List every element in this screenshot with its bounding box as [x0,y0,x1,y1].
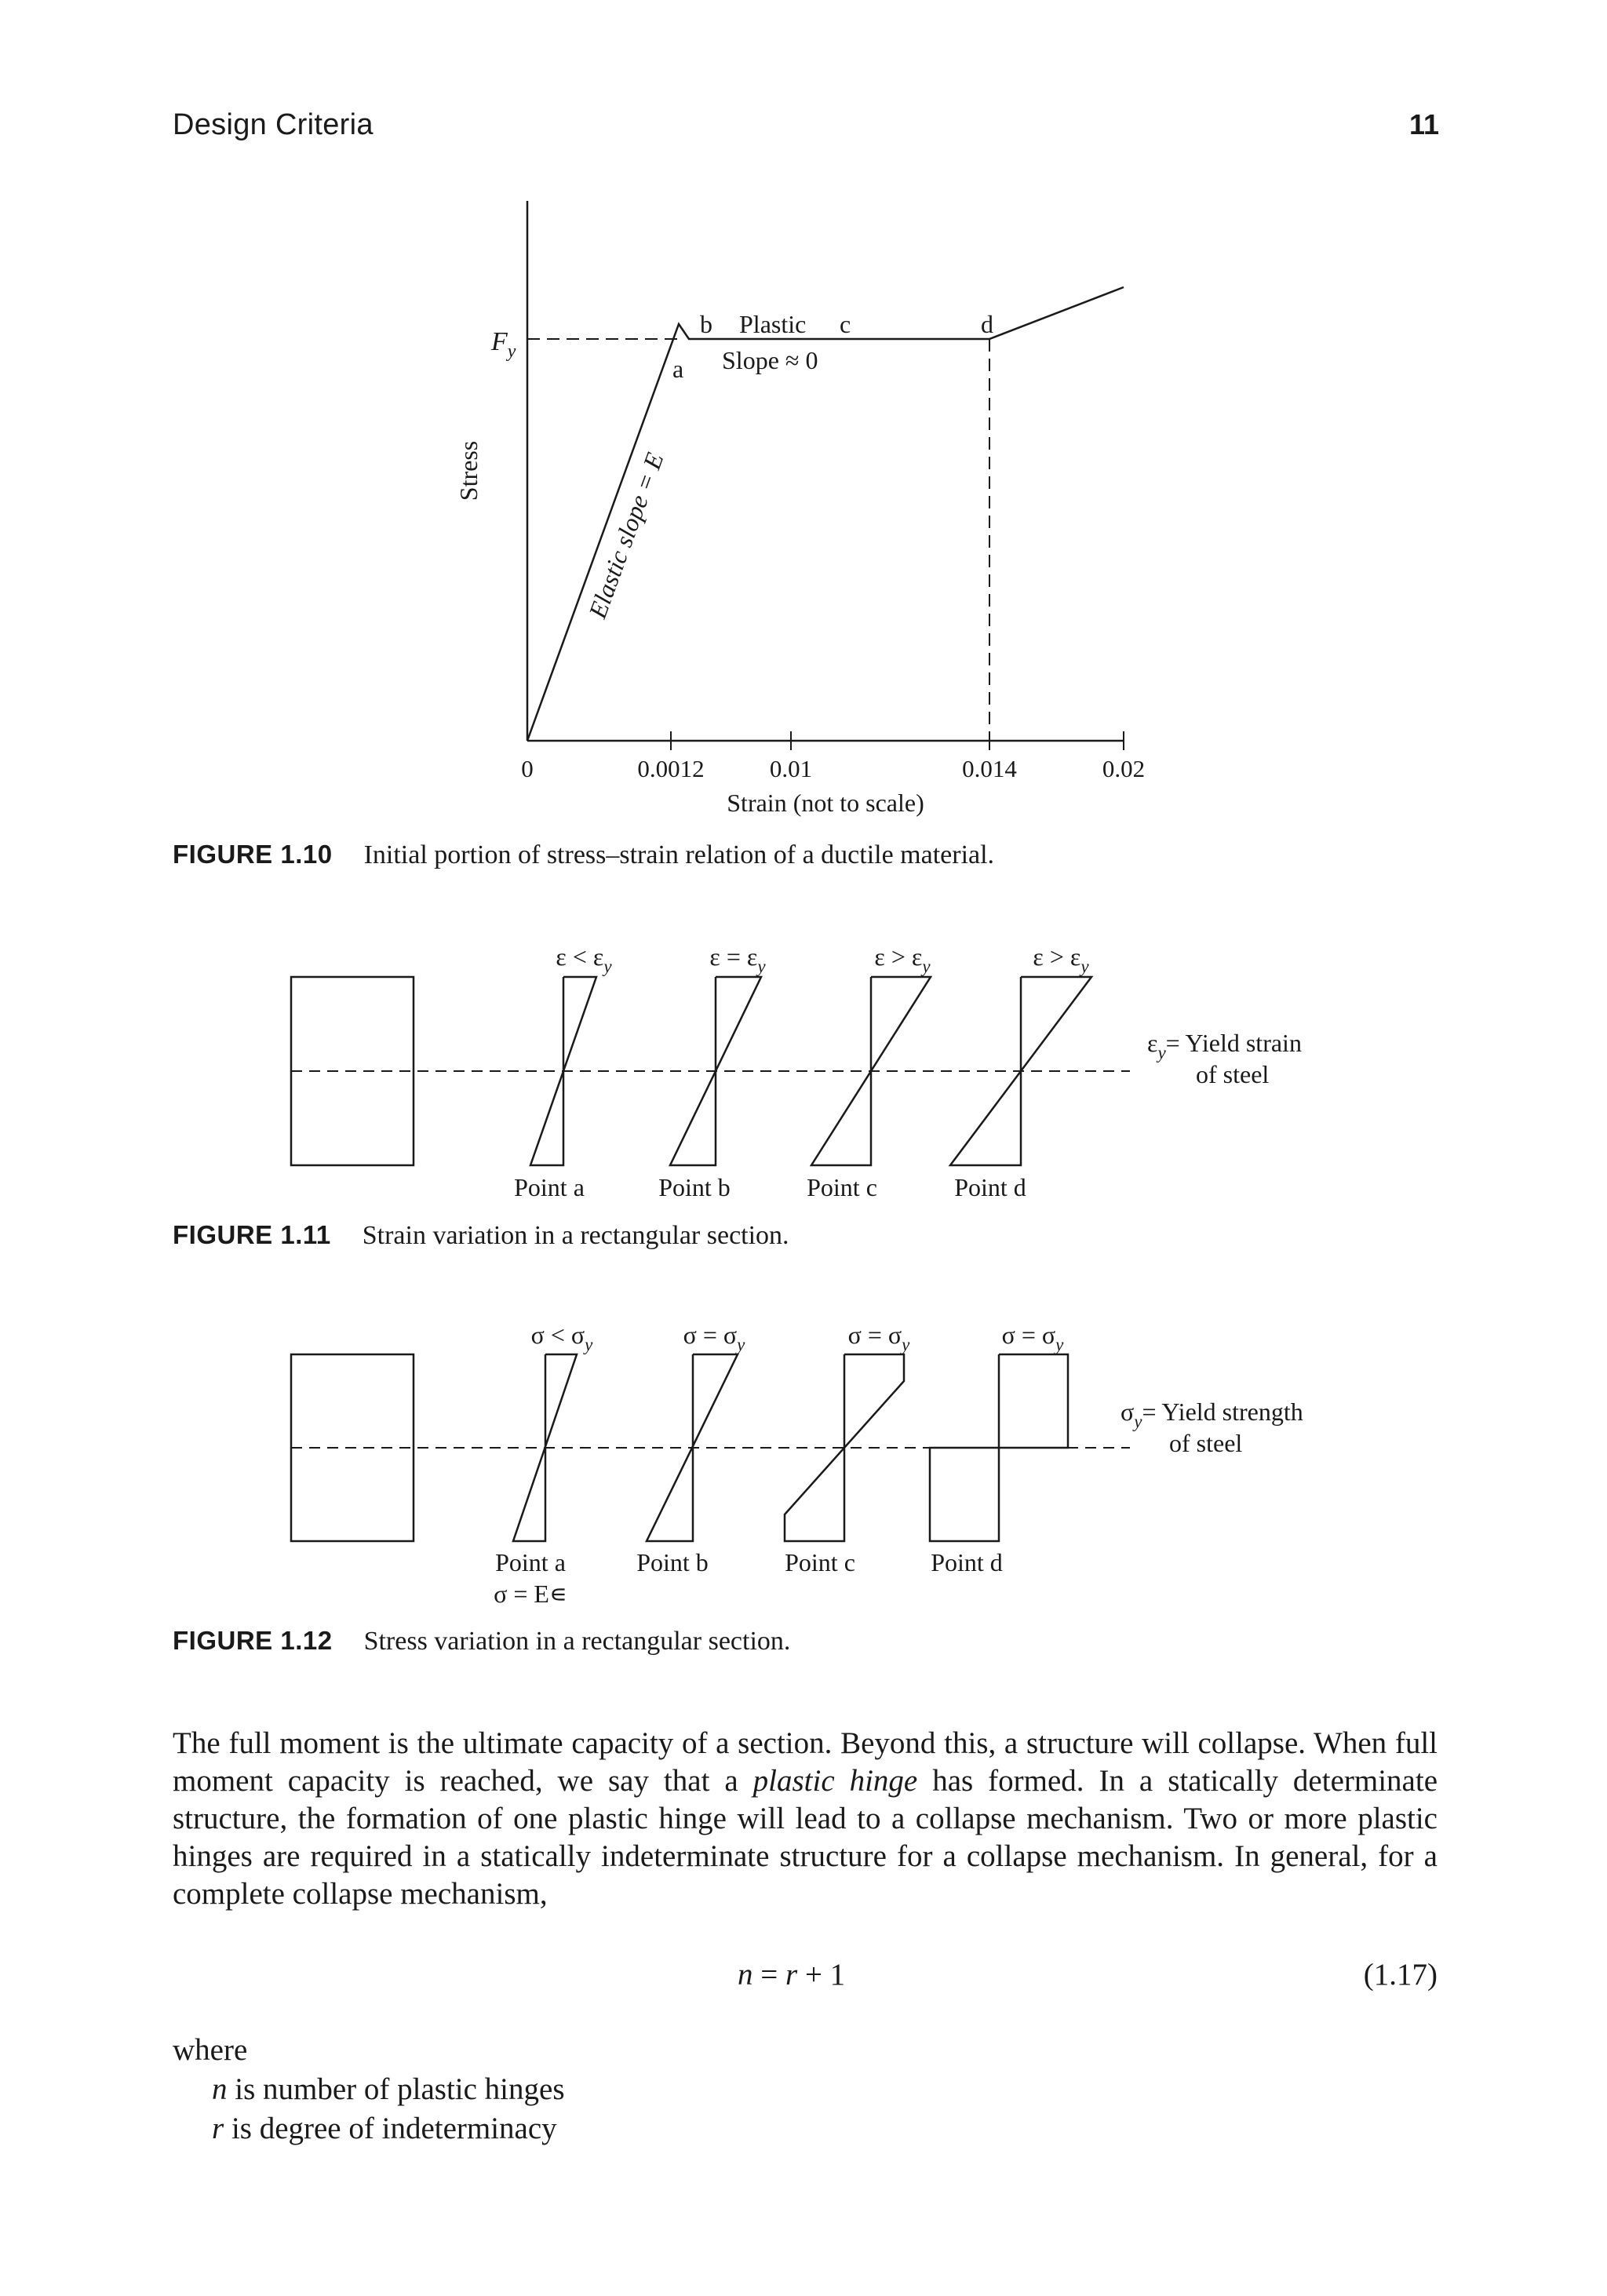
yield-strength-note-line2: of steel [1169,1429,1243,1457]
condition-label-a: $\varepsilon < \varepsilon_y$ [556,942,612,976]
definition-symbol: r [212,2112,224,2145]
point-label-a: Point a [495,1548,566,1576]
y-axis-label: Stress [454,440,483,501]
equation-number: (1.17) [1363,1958,1438,1992]
stress-strain-curve [527,287,1124,741]
figure-1-12-stress-diagram [0,1295,1607,1624]
condition-label-d: $\varepsilon > \varepsilon_y$ [1033,942,1089,976]
equation-operator: + 1 [797,1958,846,1992]
condition-label-b: $\varepsilon = \varepsilon_y$ [709,942,766,976]
figure-caption-text: Initial portion of stress–strain relation of a ductile material. [363,840,995,869]
definition-text: is degree of indeterminacy [224,2112,557,2145]
stress-profile-point-d [930,1354,1068,1541]
paragraph-text: The full moment is the ultimate capacity of a section. Beyond this, a structure will collapse. When full moment capacity is reached, we say that a [173,1726,1438,1798]
condition-label-c: $\varepsilon > \varepsilon_y$ [874,942,931,976]
figure-label: FIGURE 1.12 [173,1626,333,1655]
point-label-d: Point d [931,1548,1003,1576]
figure-1-11-strain-diagram [0,918,1607,1216]
figure-caption-text: Strain variation in a rectangular section. [362,1221,789,1250]
point-label-b: Point b [658,1173,731,1201]
paragraph-emphasis: plastic hinge [752,1764,918,1798]
point-b-label: b [700,310,712,338]
point-label-a: Point a [514,1173,585,1201]
figure-1-12-caption [173,1626,790,1656]
x-tick-label-0-0012: 0.0012 [637,755,705,782]
equation-1-17 [738,1957,845,1992]
x-tick-label-0-01: 0.01 [769,755,813,782]
body-paragraph [173,1725,1438,1913]
plastic-slope-label: Slope ≈ 0 [722,346,818,374]
definition-r [212,2111,557,2146]
figure-label: FIGURE 1.11 [173,1220,331,1249]
definition-n [212,2072,565,2107]
plastic-label: Plastic [739,310,807,338]
definition-symbol: n [212,2072,228,2106]
yield-strain-note-line2: of steel [1196,1060,1270,1088]
definition-text: is number of plastic hinges [227,2072,565,2106]
running-header: Design Criteria [173,108,374,141]
x-tick-label-0: 0 [521,755,534,782]
yield-strength-note-line1: $\sigma_y=$ Yield strength [1121,1398,1303,1431]
condition-label-b: $\sigma = \sigma_y$ [683,1321,745,1354]
point-a-label: a [672,355,684,383]
equation-operator: = [752,1958,785,1992]
figure-1-10-caption [173,840,994,870]
where-label: where [173,2033,248,2067]
point-d-label: d [981,310,993,338]
condition-label-d: $\sigma = \sigma_y$ [1001,1321,1064,1354]
condition-label-a: $\sigma < \sigma_y$ [530,1321,593,1354]
point-label-c: Point c [807,1173,877,1201]
point-a-formula: σ = E∊ [494,1580,567,1608]
equation-symbol-n: n [738,1958,753,1992]
x-tick-label-0-014: 0.014 [962,755,1017,782]
paragraph-text: has formed. In a statically determinate structure, the formation of one plastic hinge will lead to a collapse mechanism. Two or more plastic hinges are required in a statically indeterminate structure for a collapse mechanism. In general, for a complete collapse mechanism, [173,1764,1438,1911]
elastic-slope-label: Elastic slope = E [582,448,669,622]
figure-label: FIGURE 1.10 [173,840,333,869]
figure-1-10-stress-strain-chart [0,0,1607,855]
point-c-label: c [840,310,851,338]
figure-caption-text: Stress variation in a rectangular section. [363,1627,791,1656]
equation-symbol-r: r [785,1958,798,1992]
point-label-d: Point d [954,1173,1026,1201]
x-tick-label-0-02: 0.02 [1102,755,1146,782]
yield-strain-note-line1: $\varepsilon_y=$ Yield strain [1147,1029,1302,1062]
point-label-b: Point b [636,1548,709,1576]
figure-1-11-caption [173,1220,789,1251]
x-axis-label: Strain (not to scale) [727,789,924,817]
condition-label-c: $\sigma = \sigma_y$ [847,1321,910,1354]
page-number: 11 [1408,108,1439,140]
fy-label: $F_y$ [491,327,516,362]
point-label-c: Point c [785,1548,855,1576]
